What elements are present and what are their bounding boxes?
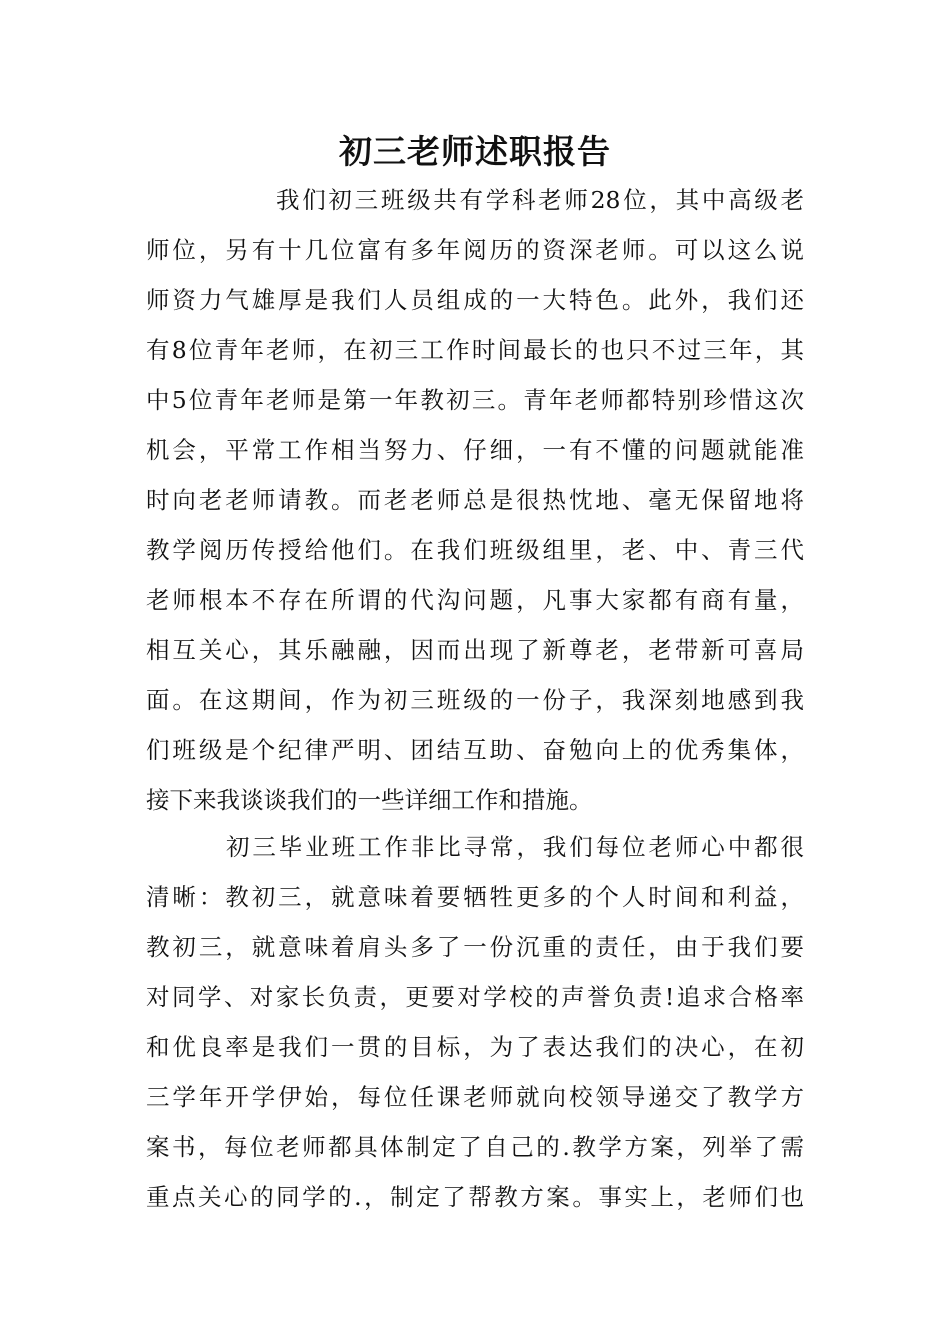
paragraph-line: 重点关心的同学的.，制定了帮教方案。事实上，老师们也 — [146, 1183, 804, 1211]
paragraph-2 — [146, 822, 804, 1222]
paragraph-line: 接下来我谈谈我们的一些详细工作和措施。 — [146, 786, 593, 814]
paragraph-line: 师资力气雄厚是我们人员组成的一大特色。此外，我们还 — [146, 286, 804, 314]
paragraph-line: 面。在这期间，作为初三班级的一份子，我深刻地感到我 — [146, 686, 804, 714]
paragraph-line: 清晰：教初三，就意味着要牺牲更多的个人时间和利益， — [146, 883, 804, 911]
paragraph-line: 时向老老师请教。而老老师总是很热忱地、毫无保留地将 — [146, 486, 804, 514]
paragraph-line: 教初三，就意味着肩头多了一份沉重的责任，由于我们要 — [146, 933, 804, 961]
paragraph-line: 机会，平常工作相当努力、仔细，一有不懂的问题就能准 — [146, 436, 804, 464]
paragraph-1 — [146, 175, 804, 825]
paragraph-line: 教学阅历传授给他们。在我们班级组里，老、中、青三代 — [146, 536, 804, 564]
paragraph-line: 和优良率是我们一贯的目标，为了表达我们的决心，在初 — [146, 1033, 804, 1061]
paragraph-line: 三学年开学伊始，每位任课老师就向校领导递交了教学方 — [146, 1083, 804, 1111]
document-title: 初三老师述职报告 — [339, 132, 611, 171]
paragraph-line: 初三毕业班工作非比寻常，我们每位老师心中都很 — [226, 833, 804, 861]
paragraph-line: 中5位青年老师是第一年教初三。青年老师都特别珍惜这次 — [146, 386, 804, 414]
paragraph-line: 相互关心，其乐融融，因而出现了新尊老，老带新可喜局 — [146, 636, 804, 664]
paragraph-line: 我们初三班级共有学科老师28位，其中高级老 — [276, 186, 804, 214]
paragraph-line: 对同学、对家长负责，更要对学校的声誉负责!追求合格率 — [146, 983, 804, 1011]
paragraph-line: 老师根本不存在所谓的代沟问题，凡事大家都有商有量， — [146, 586, 804, 614]
paragraph-line: 师位，另有十几位富有多年阅历的资深老师。可以这么说 — [146, 236, 804, 264]
paragraph-line: 们班级是个纪律严明、团结互助、奋勉向上的优秀集体， — [146, 736, 804, 764]
paragraph-line: 案书，每位老师都具体制定了自己的.教学方案，列举了需 — [146, 1133, 804, 1161]
paragraph-line: 有8位青年老师，在初三工作时间最长的也只不过三年，其 — [146, 336, 804, 364]
